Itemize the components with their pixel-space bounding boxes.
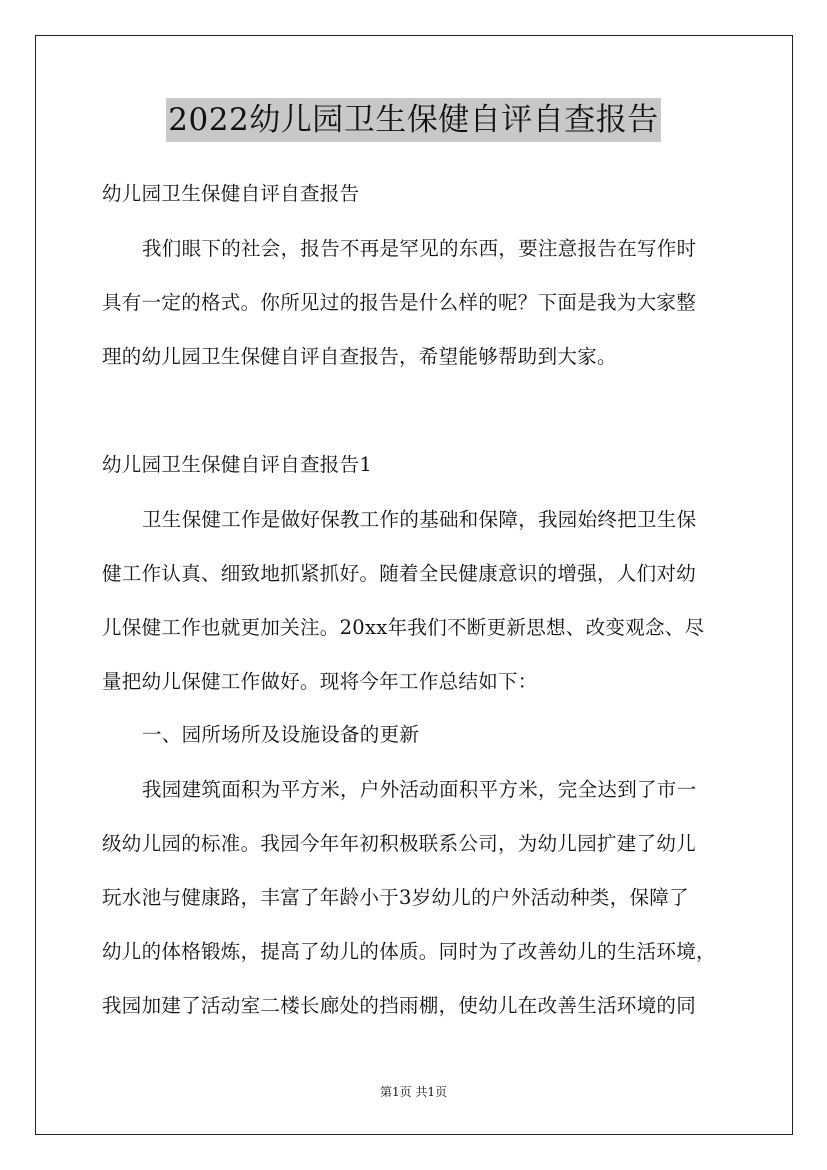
paragraph-line: 具有一定的格式。你所见过的报告是什么样的呢？下面是我为大家整 xyxy=(102,291,697,314)
subtitle-line: 幼儿园卫生保健自评自查报告 xyxy=(102,182,360,205)
subsection-heading: 一、园所场所及设施设备的更新 xyxy=(142,723,420,746)
paragraph-line: 儿保健工作也就更加关注。20xx年我们不断更新思想、改变观念、尽 xyxy=(102,616,705,639)
paragraph-line: 健工作认真、细致地抓紧抓好。随着全民健康意识的增强，人们对幼 xyxy=(102,562,697,585)
paragraph-line: 卫生保健工作是做好保教工作的基础和保障，我园始终把卫生保 xyxy=(142,508,697,531)
section-heading: 幼儿园卫生保健自评自查报告1 xyxy=(102,453,373,476)
paragraph-line: 玩水池与健康路，丰富了年龄小于3岁幼儿的户外活动种类，保障了 xyxy=(102,886,689,909)
paragraph-line: 我们眼下的社会，报告不再是罕见的东西，要注意报告在写作时 xyxy=(142,237,697,260)
page-footer: 第1页 共1页 xyxy=(379,1085,448,1099)
paragraph-line: 我园建筑面积为平方米，户外活动面积平方米，完全达到了市一 xyxy=(142,778,697,801)
title-container xyxy=(0,98,827,142)
paragraph-line: 量把幼儿保健工作做好。现将今年工作总结如下： xyxy=(102,670,538,693)
paragraph-line: 幼儿的体格锻炼，提高了幼儿的体质。同时为了改善幼儿的生活环境， xyxy=(102,940,716,963)
document-title: 2022幼儿园卫生保健自评自查报告 xyxy=(166,98,660,142)
paragraph-line: 理的幼儿园卫生保健自评自查报告，希望能够帮助到大家。 xyxy=(102,345,617,368)
paragraph-line: 我园加建了活动室二楼长廊处的挡雨棚，使幼儿在改善生活环境的同 xyxy=(102,994,697,1017)
paragraph-line: 级幼儿园的标准。我园今年年初积极联系公司，为幼儿园扩建了幼儿 xyxy=(102,832,697,855)
